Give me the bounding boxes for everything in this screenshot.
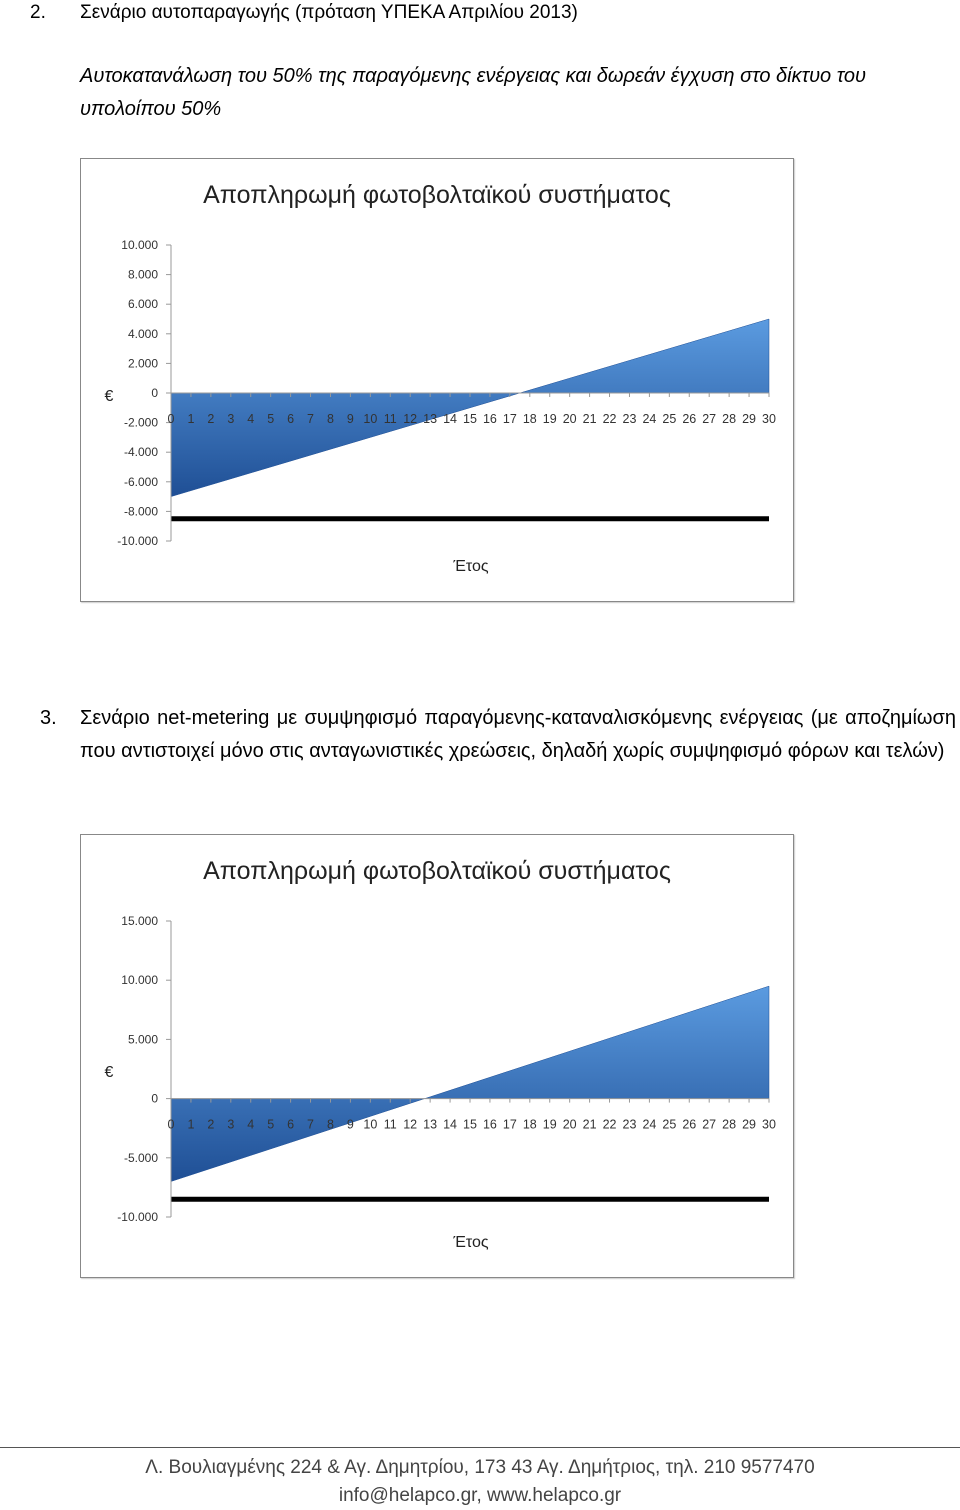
x-tick-label: 10 [363,412,378,426]
y-tick-label: 2.000 [127,356,158,371]
payback-chart-2-svg [81,835,793,1277]
section2-heading [30,2,578,24]
x-tick-label: 30 [762,1117,776,1132]
x-tick-label: 9 [346,412,354,426]
x-tick-label: 13 [423,1117,438,1132]
y-tick-label: -8.000 [123,504,158,519]
x-tick-label: 18 [522,1117,537,1132]
section2-subtitle: Αυτοκατανάλωση του 50% της παραγόμενης ενέργειας και δωρεάν έγχυση στο δίκτυο του υπολοίπου 50% [80,65,867,120]
x-tick-label: 19 [542,1117,557,1132]
x-tick-label: 19 [542,412,557,426]
payback-chart-1-svg [81,159,793,601]
x-tick-label: 17 [502,412,517,426]
x-tick-label: 24 [642,412,657,426]
x-tick-label: 4 [247,1117,255,1132]
x-tick-label: 18 [522,412,537,426]
x-tick-label: 0 [167,1117,175,1132]
x-tick-label: 12 [403,412,418,426]
x-tick-label: 11 [383,1117,397,1132]
y-tick-label: -10.000 [117,1210,158,1224]
x-tick-label: 21 [582,1117,597,1132]
cumulative-area [171,319,769,497]
x-axis-label: Έτος [453,1234,489,1251]
section3-text: Σενάριο net-metering με συμψηφισμό παραγόμενης-καταναλισκόμενης ενέργειας (με αποζημίωση που αντιστοιχεί μόνο στις ανταγωνιστικές χρεώσεις, δηλαδή χωρίς συμψηφισμό φόρων και τελών) [80,707,956,762]
footer-address: Λ. Βουλιαγμένης 224 & Αγ. Δημητρίου, 173 43 Αγ. Δημήτριος, τηλ. 210 9577470 [145,1457,815,1478]
footer-divider [0,1447,960,1448]
x-tick-label: 25 [662,412,677,426]
x-axis-label: Έτος [453,558,489,575]
x-tick-label: 14 [443,1117,458,1132]
x-tick-label: 15 [463,1117,477,1132]
x-tick-label: 23 [622,412,637,426]
x-tick-label: 8 [326,1117,334,1132]
x-tick-label: 8 [326,412,334,426]
chart-title: Αποπληρωμή φωτοβολταϊκού συστήματος [203,857,671,885]
footer-contact: info@helapco.gr, www.helapco.gr [338,1485,622,1506]
y-tick-label: -6.000 [123,474,158,489]
y-tick-label: 0 [151,386,158,400]
x-tick-label: 7 [307,412,315,426]
y-axis-label: € [104,1064,114,1081]
y-axis-label: € [104,388,114,405]
x-tick-label: 1 [187,1117,195,1132]
x-tick-label: 5 [267,1117,275,1132]
x-tick-label: 20 [562,1117,577,1132]
y-tick-label: 4.000 [127,326,158,341]
x-tick-label: 2 [207,412,215,426]
x-tick-label: 4 [247,412,255,426]
x-tick-label: 14 [443,412,458,426]
y-tick-label: 10.000 [121,973,158,988]
x-tick-label: 22 [602,1117,617,1132]
x-tick-label: 6 [287,412,295,426]
section2-number: 2. [30,2,46,23]
chart-title: Αποπληρωμή φωτοβολταϊκού συστήματος [203,181,671,209]
x-tick-label: 1 [187,412,195,426]
x-tick-label: 11 [383,412,397,426]
x-tick-label: 28 [722,1117,737,1132]
y-tick-label: -5.000 [123,1150,158,1165]
x-tick-label: 5 [267,412,275,426]
section3-paragraph [30,702,956,768]
x-tick-label: 0 [167,412,175,426]
x-tick-label: 23 [622,1117,637,1132]
x-tick-label: 15 [463,412,477,426]
y-tick-label: 8.000 [127,267,158,282]
x-tick-label: 20 [562,412,577,426]
cumulative-area [171,986,769,1181]
y-tick-label: 15.000 [121,914,158,928]
x-tick-label: 27 [702,1117,717,1132]
x-tick-label: 9 [346,1117,354,1132]
x-tick-label: 21 [582,412,597,426]
y-tick-label: -10.000 [117,534,158,548]
x-tick-label: 10 [363,1117,378,1132]
x-tick-label: 29 [742,412,757,426]
x-tick-label: 24 [642,1117,657,1132]
x-tick-label: 22 [602,412,617,426]
section2-title: Σενάριο αυτοπαραγωγής (πρόταση ΥΠΕΚΑ Απριλίου 2013) [80,2,578,23]
x-tick-label: 2 [207,1117,215,1132]
x-tick-label: 26 [682,1117,697,1132]
x-tick-label: 26 [682,412,697,426]
y-tick-label: 6.000 [127,297,158,312]
x-tick-label: 28 [722,412,737,426]
y-tick-label: 10.000 [121,238,158,252]
y-tick-label: 0 [151,1091,158,1106]
payback-chart-1 [80,158,794,602]
x-tick-label: 30 [762,412,776,426]
section3-number: 3. [40,707,57,729]
payback-chart-2 [80,834,794,1278]
x-tick-label: 16 [482,412,497,426]
x-tick-label: 13 [423,412,438,426]
x-tick-label: 27 [702,412,717,426]
x-tick-label: 3 [227,1117,235,1132]
x-tick-label: 25 [662,1117,677,1132]
x-tick-label: 29 [742,1117,757,1132]
footer [0,1454,960,1510]
x-tick-label: 7 [307,1117,315,1132]
y-tick-label: 5.000 [127,1032,158,1047]
x-tick-label: 3 [227,412,235,426]
y-tick-label: -2.000 [123,415,158,430]
x-tick-label: 16 [482,1117,497,1132]
y-tick-label: -4.000 [123,445,158,460]
x-tick-label: 12 [403,1117,418,1132]
x-tick-label: 6 [287,1117,295,1132]
x-tick-label: 17 [502,1117,517,1132]
